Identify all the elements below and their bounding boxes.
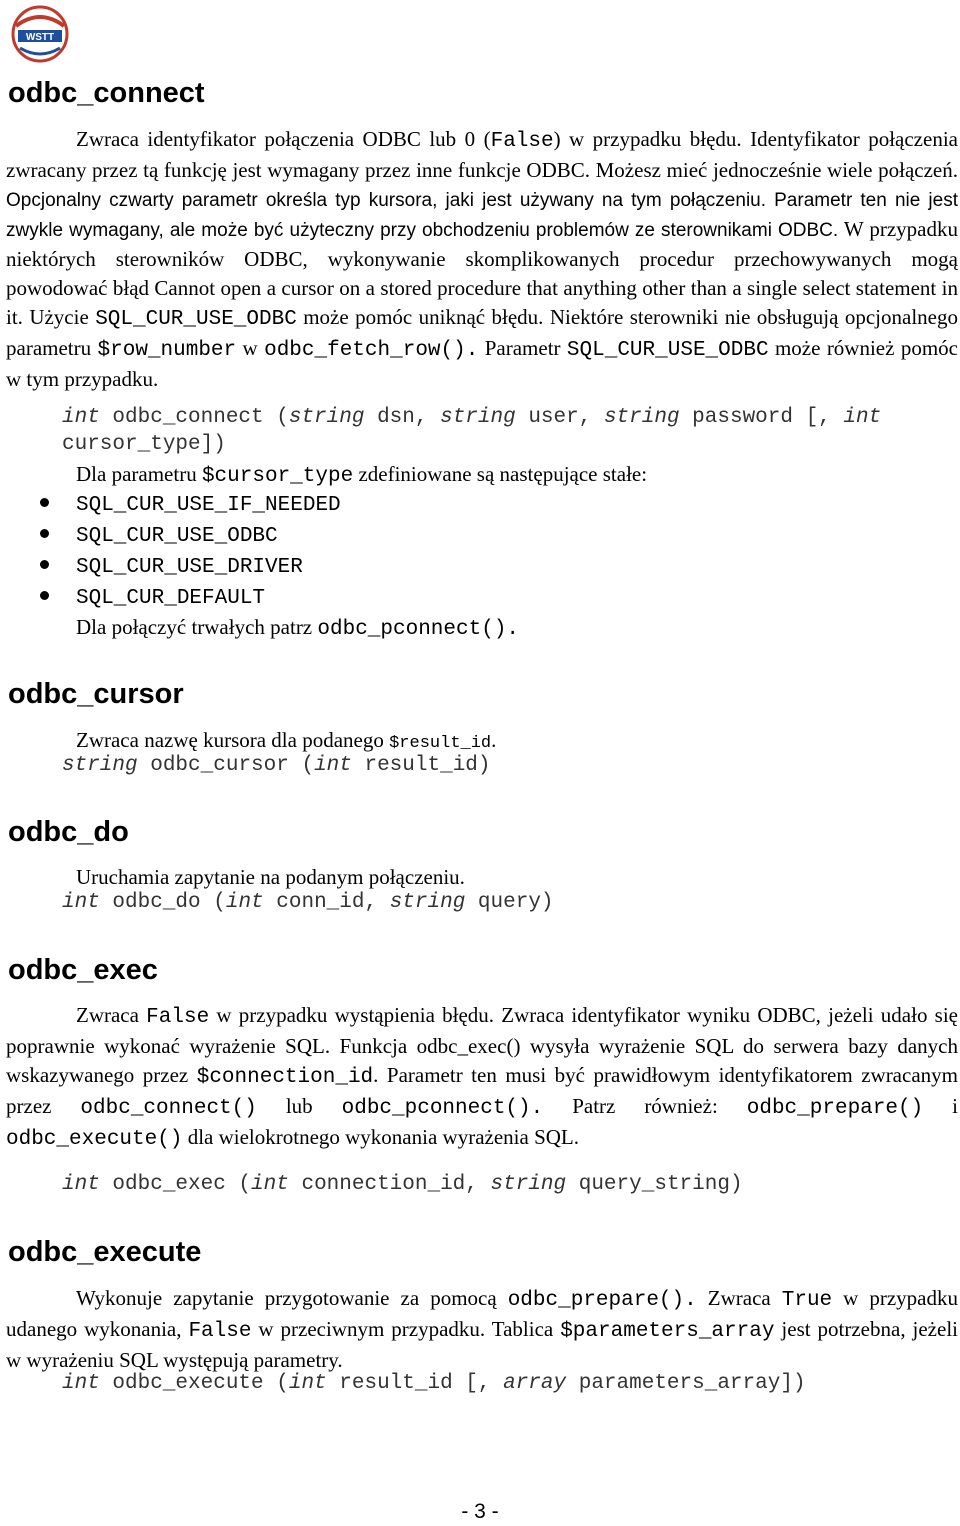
odbc-execute-prototype: int odbc_execute (int result_id [, array parameters_array])	[62, 1372, 806, 1395]
list-item: SQL_CUR_USE_ODBC	[40, 522, 278, 551]
odbc-cursor-prototype: string odbc_cursor (int result_id)	[62, 754, 491, 777]
bullet-icon	[40, 498, 49, 507]
list-item: SQL_CUR_USE_DRIVER	[40, 553, 303, 582]
odbc-connect-prototype: int odbc_connect (string dsn, string user, string password [, int cursor_type])	[62, 406, 882, 456]
bullet-icon	[40, 560, 49, 569]
list-item: SQL_CUR_DEFAULT	[40, 584, 265, 613]
odbc-execute-description: Wykonuje zapytanie przygotowanie za pomocą odbc_prepare(). Zwraca True w przypadku udanego wykonania, False w przeciwnym przypadku. Tablica $parameters_array jest potrzebna, jeżeli w wyrażeniu SQL występują parametry.	[6, 1286, 959, 1372]
odbc-do-prototype: int odbc_do (int conn_id, string query)	[62, 891, 554, 914]
cursor-type-intro: Dla parametru $cursor_type zdefiniowane są następujące stałe:	[76, 462, 648, 488]
page-number: - 3 -	[461, 1500, 499, 1523]
wstt-logo	[8, 4, 72, 64]
odbc-exec-prototype: int odbc_exec (int connection_id, string query_string)	[62, 1173, 743, 1196]
section-title-odbc-execute: odbc_execute	[8, 1236, 202, 1268]
list-item: SQL_CUR_USE_IF_NEEDED	[40, 491, 341, 520]
odbc-cursor-description: Zwraca nazwę kursora dla podanego $result_id.	[76, 728, 497, 753]
section-title-odbc-cursor: odbc_cursor	[8, 678, 184, 710]
odbc-connect-description: Zwraca identyfikator połączenia ODBC lub 0 (False) w przypadku błędu. Identyfikator połączenia zwracany przez tą funkcję jest wymagany przez inne funkcje ODBC. Możesz mieć jednocześnie wiele połączeń. Opcjonalny czwarty parametr określa typ kursora, jaki jest używany na tym połączeniu. Parametr ten nie jest zwykle wymagany, ale może być użyteczny przy obchodzeniu problemów ze sterownikami ODBC. W przypadku niektórych sterowników ODBC, wykonywanie skomplikowanych procedur przechowywanych mogą powodować błąd Cannot open a cursor on a stored procedure that anything other than a single select statement in it. Użycie SQL_CUR_USE_ODBC może pomóc uniknąć błędu. Niektóre sterowniki nie obsługują opcjonalnego parametru $row_number w odbc_fetch_row(). Parametr SQL_CUR_USE_ODBC może również pomóc w tym przypadku.	[6, 127, 958, 391]
section-title-odbc-do: odbc_do	[8, 816, 129, 848]
odbc-do-description: Uruchamia zapytanie na podanym połączeniu.	[76, 865, 465, 889]
persistent-note: Dla połączyć trwałych patrz odbc_pconnect().	[76, 615, 520, 641]
odbc-exec-description: Zwraca False w przypadku wystąpienia błędu. Zwraca identyfikator wyniku ODBC, jeżeli udało się poprawnie wykonać wyrażenie SQL. Funkcja odbc_exec() wysyła wyrażenie SQL do serwera bazy danych wskazywanego przez $connection_id. Parametr ten musi być prawidłowym identyfikatorem zwracanym przez odbc_connect() lub odbc_pconnect(). Patrz również: odbc_prepare() i odbc_execute() dla wielokrotnego wykonania wyrażenia SQL.	[6, 1003, 959, 1151]
section-title-odbc-exec: odbc_exec	[8, 954, 158, 986]
bullet-icon	[40, 529, 49, 538]
section-title-odbc-connect: odbc_connect	[8, 77, 205, 109]
bullet-icon	[40, 591, 49, 600]
logo-text: WSTT	[25, 32, 55, 43]
